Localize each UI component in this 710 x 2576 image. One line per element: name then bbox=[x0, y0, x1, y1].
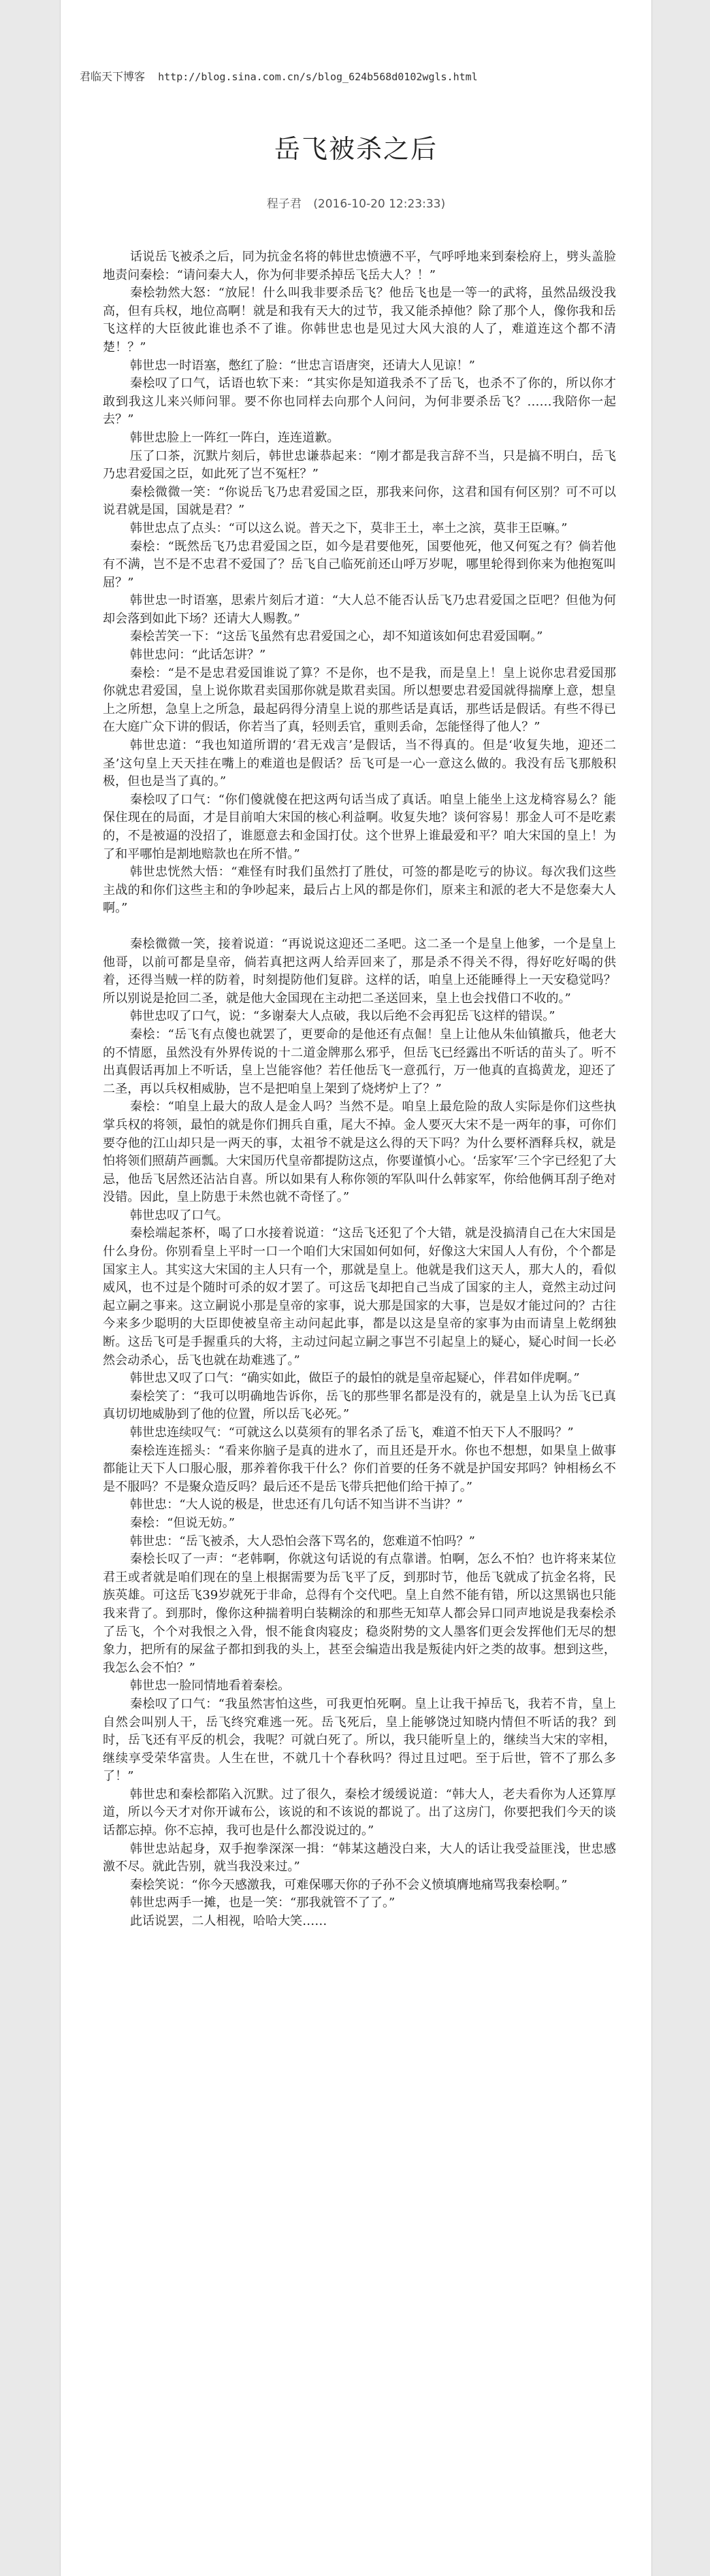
paragraph: 秦桧：“是不是忠君爱国谁说了算？不是你，也不是我，而是皇上！皇上说你忠君爱国那你就忠君爱国，皇上说你欺君卖国那你就是欺君卖国。所以想要忠君爱国就得揣摩上意，想皇上之所想，急皇上之所急，最起码得分清皇上说的那些话是真话，那些话是假话。有些不得已在大庭广众下讲的假话，你若当了真，轻则丢官，重则丢命，怎能怪得了他人？” bbox=[103, 665, 616, 735]
paragraph: 秦桧：“咱皇上最大的敌人是金人吗？当然不是。咱皇上最危险的敌人实际是你们这些执掌兵权的将领，最怕的就是你们拥兵自重，尾大不掉。金人要灭大宋不是一两年的事，可你们要夺他的江山却只是一两天的事，太祖爷不就是这么得的天下吗？为什么要杯酒释兵权，就是怕将领们照葫芦画瓢。大宋国历代皇帝都提防这点，你要谨慎小心。‘岳家军’三个字已经犯了大忌，他岳飞居然还沾沾自喜。所以如果有人称你领的军队叫什么韩家军，你给他俩耳刮子绝对没错。因此，皇上防患于未然也就不奇怪了。” bbox=[103, 1100, 616, 1205]
paragraph: 韩世忠一时语塞，思索片刻后才道：“大人总不能否认岳飞乃忠君爱国之臣吧？但他为何却会落到如此下场？还请大人赐教。” bbox=[103, 593, 616, 626]
paragraph: 韩世忠：“岳飞被杀，大人恐怕会落下骂名的，您难道不怕吗？” bbox=[129, 1534, 475, 1549]
paragraph: 韩世忠一脸同情地看着秦桧。 bbox=[129, 1679, 291, 1694]
article-page bbox=[60, 0, 652, 2576]
blog-header bbox=[80, 68, 478, 84]
paragraph: 韩世忠两手一摊，也是一笑：“那我就管不了了。” bbox=[129, 1896, 396, 1911]
paragraph: 秦桧：“但说无妨。” bbox=[129, 1515, 236, 1530]
paragraph: 秦桧：“既然岳飞乃忠君爱国之臣，如今是君要他死，国要他死，他又何冤之有？倘若他有不满，岂不是不忠君不爱国了？岳飞自己临死前还山呼万岁呢，哪里轮得到你来为他抱冤叫屈？” bbox=[103, 539, 616, 590]
paragraph: 韩世忠脸上一阵红一阵白，连连道歉。 bbox=[129, 430, 340, 445]
paragraph: 秦桧连连摇头：“看来你脑子是真的进水了，而且还是开水。你也不想想，如果皇上做事都能让天下人口服心服，那养着你我干什么？你们首要的任务不就是护国安邦吗？钟相杨幺不是不服吗？不是聚众造反吗？最后还不是岳飞带兵把他们给干掉了。” bbox=[103, 1443, 616, 1494]
paragraph: 韩世忠一时语塞，憋红了脸：“世忠言语唐突，还请大人见谅！” bbox=[129, 358, 475, 373]
paragraph: 秦桧叹了口气，话语也软下来：“其实你是知道我杀不了岳飞，也杀不了你的，所以你才敢到我这儿来兴师问罪。要不你也同样去向那个人问问，为何非要杀岳飞？……我陪你一起去？” bbox=[103, 376, 616, 427]
paragraph: 秦桧端起茶杯，喝了口水接着说道：“这岳飞还犯了个大错，就是没搞清自己在大宋国是什么身份。你别看皇上平时一口一个咱们大宋国如何如何，好像这大宋国人人有份，个个都是国家主人。其实这大宋国的主人只有一个，那就是皇上。他就是我们这天人，那大人的，看似威风，也不过是个随时可杀的奴才罢了。可这岳飞却把自己当成了国家的主人，竟然主动过问起立嗣之事来。这立嗣说小那是皇帝的家事，说大那是国家的大事，岂是奴才能过问的？古往今来多少聪明的大臣即使被皇帝主动问起此事，都是以这是皇帝的家事为由而请皇上乾纲独断。这岳飞可是手握重兵的大将，主动过问起立嗣之事岂不引起皇上的疑心，疑心时间一长必然会动杀心，岳飞也就在劫难逃了。” bbox=[103, 1226, 616, 1368]
article-date: (2016-10-20 12:23:33) bbox=[313, 197, 446, 211]
paragraph: 秦桧：“岳飞有点傻也就罢了，更要命的是他还有点倔！皇上让他从朱仙镇撤兵，他老大的不情愿，虽然没有外界传说的十二道金牌那么邪乎，但岳飞已经露出不听话的苗头了。听不出真假话再加上不听话，皇上岂能容他？若任他岳飞一意孤行，万一他真的直捣黄龙，迎还了二圣，再以兵权相威胁，岂不是把咱皇上架到了烧烤炉上了？” bbox=[103, 1027, 616, 1096]
paragraph: 秦桧笑说：“你今天感激我，可难保哪天你的子孙不会义愤填膺地痛骂我秦桧啊。” bbox=[129, 1877, 568, 1892]
paragraph: 韩世忠道：“我也知道所谓的‘君无戏言’是假话，当不得真的。但是‘收复失地，迎还二圣’这句皇上天天挂在嘴上的难道也是假话？岳飞可是一心一意这么做的。我没有岳飞那般积极，但也是当了真的。” bbox=[103, 738, 616, 789]
paragraph: 秦桧笑了：“我可以明确地告诉你，岳飞的那些罪名都是没有的，就是皇上认为岳飞已真真切切地威胁到了他的位置，所以岳飞必死。” bbox=[103, 1389, 616, 1422]
paragraph: 秦桧长叹了一声：“老韩啊，你就这句话说的有点靠谱。怕啊，怎么不怕？也许将来某位君王或者就是咱们现在的皇上根据需要为岳飞平了反，到那时节，他岳飞就成了抗金名将，民族英雄。可这岳飞39岁就死于非命，总得有个交代吧。皇上自然不能有错，所以这黑锅也只能我来背了。到那时，像你这种揣着明白装糊涂的和那些无知草人都会异口同声地说是我秦桧杀了岳飞，个个对我恨之入骨，恨不能食肉寝皮；稳炎附势的文人墨客们更会发挥他们无尽的想象力，把所有的屎盆子都扣到我的头上，甚至会编造出我是叛徒内奸之类的故事。想到这些，我怎么会不怕？” bbox=[103, 1552, 616, 1675]
paragraph: 韩世忠叹了口气，说：“多谢秦大人点破，我以后绝不会再犯岳飞这样的错误。” bbox=[129, 1009, 555, 1024]
paragraph: 此话说罢，二人相视，哈哈大笑…… bbox=[129, 1914, 327, 1929]
article-body bbox=[103, 248, 616, 1931]
blog-url[interactable]: http://blog.sina.com.cn/s/blog_624b568d0102wgls.html bbox=[158, 71, 478, 83]
paragraph: 秦桧叹了口气：“我虽然害怕这些，可我更怕死啊。皇上让我干掉岳飞，我若不肯，皇上自然会叫别人干，岳飞终究难逃一死。岳飞死后，皇上能够饶过知晓内情但不听话的我？到时，岳飞还有平反的机会，我呢？可就白死了。所以，我只能听皇上的，继续当大宋的宰相，继续享受荣华富贵。人生在世，不就几十个春秋吗？得过且过吧。至于后世，管不了那么多了！” bbox=[103, 1696, 616, 1784]
article-author[interactable]: 程子君 bbox=[266, 197, 302, 211]
paragraph: 韩世忠点了点头：“可以这么说。普天之下，莫非王土，率土之滨，莫非王臣嘛。” bbox=[129, 521, 568, 535]
paragraph: 韩世忠连续叹气：“可就这么以莫须有的罪名杀了岳飞，难道不怕天下人不服吗？” bbox=[129, 1425, 574, 1440]
article-title: 岳飞被杀之后 bbox=[274, 134, 438, 164]
paragraph: 韩世忠：“大人说的极是，世忠还有几句话不知当讲不当讲？” bbox=[129, 1498, 463, 1513]
paragraph: 秦桧微微一笑：“你说岳飞乃忠君爱国之臣，那我来问你，这君和国有何区别？可不可以说君就是国，国就是君？” bbox=[103, 484, 616, 518]
paragraph: 韩世忠和秦桧都陷入沉默。过了很久，秦桧才缓缓说道：“韩大人，老夫看你为人还算厚道，所以今天才对你开诚布公，该说的和不该说的都说了。出了这房门，你要把我们今天的谈话都忘掉。你不忘掉，我可也是什么都没说过的。” bbox=[103, 1787, 616, 1838]
paragraph: 韩世忠又叹了口气：“确实如此，做臣子的最怕的就是皇帝起疑心，伴君如伴虎啊。” bbox=[129, 1371, 580, 1386]
paragraph: 韩世忠问：“此话怎讲？” bbox=[129, 648, 266, 663]
paragraph: 秦桧微微一笑，接着说道：“再说说这迎还二圣吧。这二圣一个是皇上他爹，一个是皇上他哥，以前可都是皇帝，倘若真把这两人给弄回来了，那是杀不得关不得，得好吃好喝的供着，还得当贼一样的防着，时刻提防他们复辟。这样的话，咱皇上还能睡得上一天安稳觉吗？所以别说是抢回二圣，就是他大金国现在主动把二圣送回来，皇上也会找借口不收的。” bbox=[103, 936, 616, 1006]
article-meta bbox=[61, 194, 651, 211]
paragraph: 话说岳飞被杀之后，同为抗金名将的韩世忠愤懑不平，气呼呼地来到秦桧府上，劈头盖脸地责问秦桧：“请问秦大人，你为何非要杀掉岳飞岳大人？！” bbox=[103, 250, 616, 282]
paragraph: 秦桧叹了口气：“你们傻就傻在把这两句话当成了真话。咱皇上能坐上这龙椅容易么？能保住现在的局面，才是目前咱大宋国的核心利益啊。收复失地？谈何容易！那金人可不是吃素的，不是被逼的没招了，谁愿意去和金国打仗。这个世界上谁最爱和平？咱大宋国的皇上！为了和平哪怕是割地赔款也在所不惜。” bbox=[103, 792, 616, 861]
paragraph: 秦桧苦笑一下：“这岳飞虽然有忠君爱国之心，却不知道该如何忠君爱国啊。” bbox=[129, 629, 543, 644]
paragraph: 韩世忠站起身，双手抱拳深深一揖：“韩某这趟没白来，大人的话让我受益匪浅，世忠感激不尽。就此告别，就当我没来过。” bbox=[103, 1841, 616, 1875]
paragraph: 秦桧勃然大怒：“放屁！什么叫我非要杀岳飞？他岳飞也是一等一的武将，虽然品级没我高，但有兵权，地位高啊！就是和我有天大的过节，我又能杀掉他？除了那个人，像你我和岳飞这样的大臣彼此谁也杀不了谁。你韩世忠也是见过大风大浪的人了，难道连这个都不清楚！？” bbox=[103, 286, 616, 354]
paragraph: 韩世忠叹了口气。 bbox=[129, 1208, 229, 1223]
paragraph: 压了口茶，沉默片刻后，韩世忠谦恭起来：“刚才都是我言辞不当，只是搞不明白，岳飞乃忠君爱国之臣，如此死了岂不冤枉？” bbox=[103, 448, 616, 482]
paragraph: 韩世忠恍然大悟：“难怪有时我们虽然打了胜仗，可签的都是吃亏的协议。每次我们这些主战的和你们这些主和的争吵起来，最后占上风的都是你们，原来主和派的老大不是您秦大人啊。” bbox=[103, 865, 616, 916]
blog-name: 君临天下博客 bbox=[80, 70, 146, 83]
